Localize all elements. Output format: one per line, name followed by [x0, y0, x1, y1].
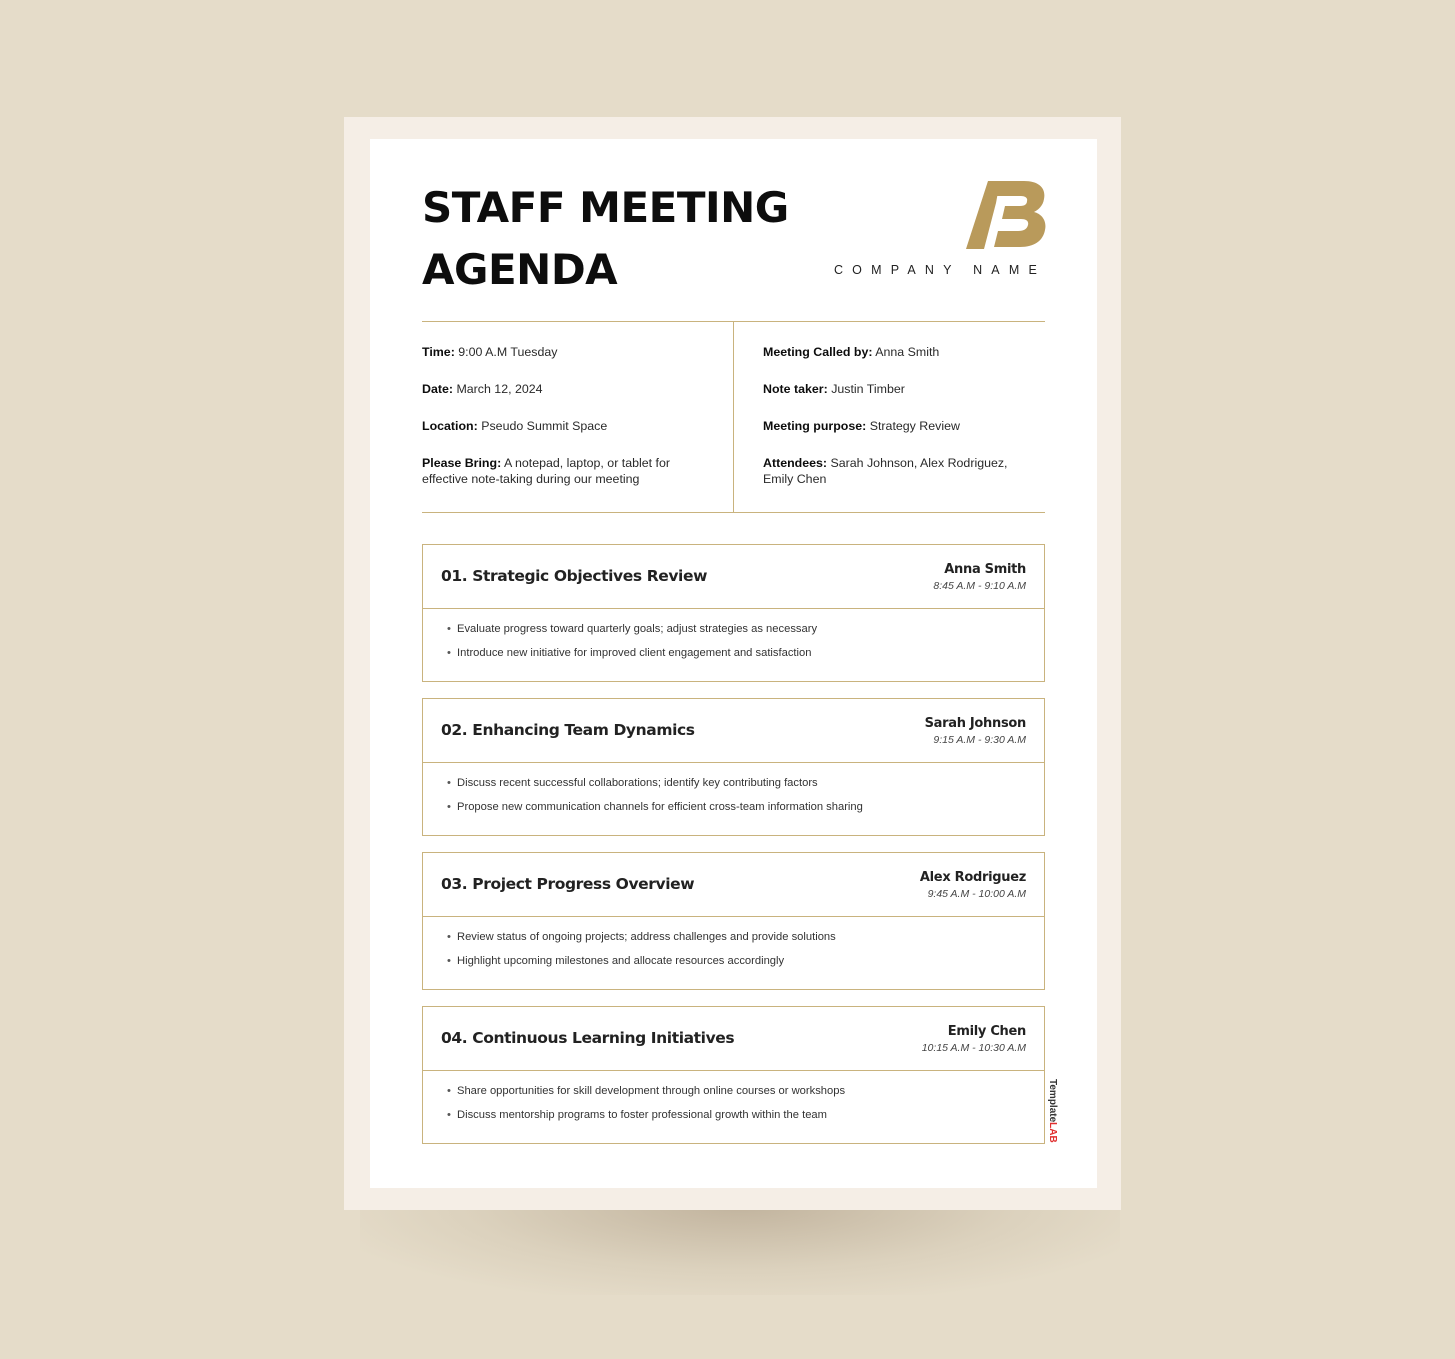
ab-monogram-logo-icon: [966, 179, 1050, 253]
agenda-bullet: • Discuss recent successful collaborations; identify key contributing factors: [457, 776, 1044, 790]
agenda-item-time: 9:45 A.M - 10:00 A.M: [927, 888, 1026, 900]
agenda-bullet: • Introduce new initiative for improved client engagement and satisfaction: [457, 646, 1044, 660]
agenda-item-time: 9:15 A.M - 9:30 A.M: [933, 734, 1026, 746]
templatelab-watermark: TemplateLAB: [1047, 1079, 1058, 1143]
agenda-item-owner: Anna Smith: [944, 562, 1026, 577]
agenda-item-owner: Sarah Johnson: [924, 716, 1026, 731]
info-date: Date: March 12, 2024: [422, 382, 543, 396]
info-note-taker: Note taker: Justin Timber: [763, 382, 905, 396]
info-right-column: [763, 344, 1033, 508]
agenda-item-title: 01. Strategic Objectives Review: [441, 567, 707, 585]
agenda-item-header: [423, 1007, 1044, 1071]
agenda-item-body: [423, 1071, 1044, 1122]
info-purpose: Meeting purpose: Strategy Review: [763, 419, 960, 433]
agenda-bullet: • Review status of ongoing projects; address challenges and provide solutions: [457, 930, 1044, 944]
agenda-item-body: [423, 609, 1044, 660]
document-frame: [344, 117, 1121, 1210]
agenda-item-owner: Emily Chen: [947, 1024, 1026, 1039]
info-divider: [733, 322, 734, 512]
agenda-item-owner: Alex Rodriguez: [919, 870, 1026, 885]
agenda-bullet: • Discuss mentorship programs to foster professional growth within the team: [457, 1108, 1044, 1122]
agenda-item-title: 04. Continuous Learning Initiatives: [441, 1029, 735, 1047]
agenda-item-header: [423, 699, 1044, 763]
agenda-item: [422, 544, 1045, 682]
info-called-by: Meeting Called by: Anna Smith: [763, 345, 940, 359]
agenda-bullet: • Share opportunities for skill development through online courses or workshops: [457, 1084, 1044, 1098]
agenda-item-time: 10:15 A.M - 10:30 A.M: [921, 1042, 1026, 1054]
agenda-bullet: • Highlight upcoming milestones and allocate resources accordingly: [457, 954, 1044, 968]
info-time: Time: 9:00 A.M Tuesday: [422, 345, 558, 359]
document-page: [370, 139, 1097, 1188]
info-left-column: [422, 344, 712, 508]
title-line-2: AGENDA: [422, 245, 618, 294]
agenda-item: [422, 852, 1045, 990]
agenda-item: [422, 698, 1045, 836]
agenda-bullet: • Propose new communication channels for efficient cross-team information sharing: [457, 800, 1044, 814]
agenda-bullet: • Evaluate progress toward quarterly goals; adjust strategies as necessary: [457, 622, 1044, 636]
agenda-items: [422, 544, 1045, 1160]
title-line-1: STAFF MEETING: [422, 183, 789, 232]
page-shadow: [360, 1205, 1120, 1295]
agenda-item-body: [423, 763, 1044, 814]
meeting-info-table: [422, 321, 1045, 513]
company-name: COMPANY NAME: [833, 263, 1046, 277]
agenda-item: [422, 1006, 1045, 1144]
agenda-item-title: 03. Project Progress Overview: [441, 875, 695, 893]
agenda-item-time: 8:45 A.M - 9:10 A.M: [933, 580, 1026, 592]
agenda-item-body: [423, 917, 1044, 968]
agenda-item-header: [423, 853, 1044, 917]
info-location: Location: Pseudo Summit Space: [422, 419, 608, 433]
page-title: [422, 177, 789, 301]
agenda-item-title: 02. Enhancing Team Dynamics: [441, 721, 695, 739]
agenda-item-header: [423, 545, 1044, 609]
info-attendees: Attendees: Sarah Johnson, Alex Rodriguez, Emily Chen: [763, 456, 1008, 486]
info-please-bring: Please Bring: A notepad, laptop, or tablet for effective note-taking during our meeting: [422, 456, 670, 486]
